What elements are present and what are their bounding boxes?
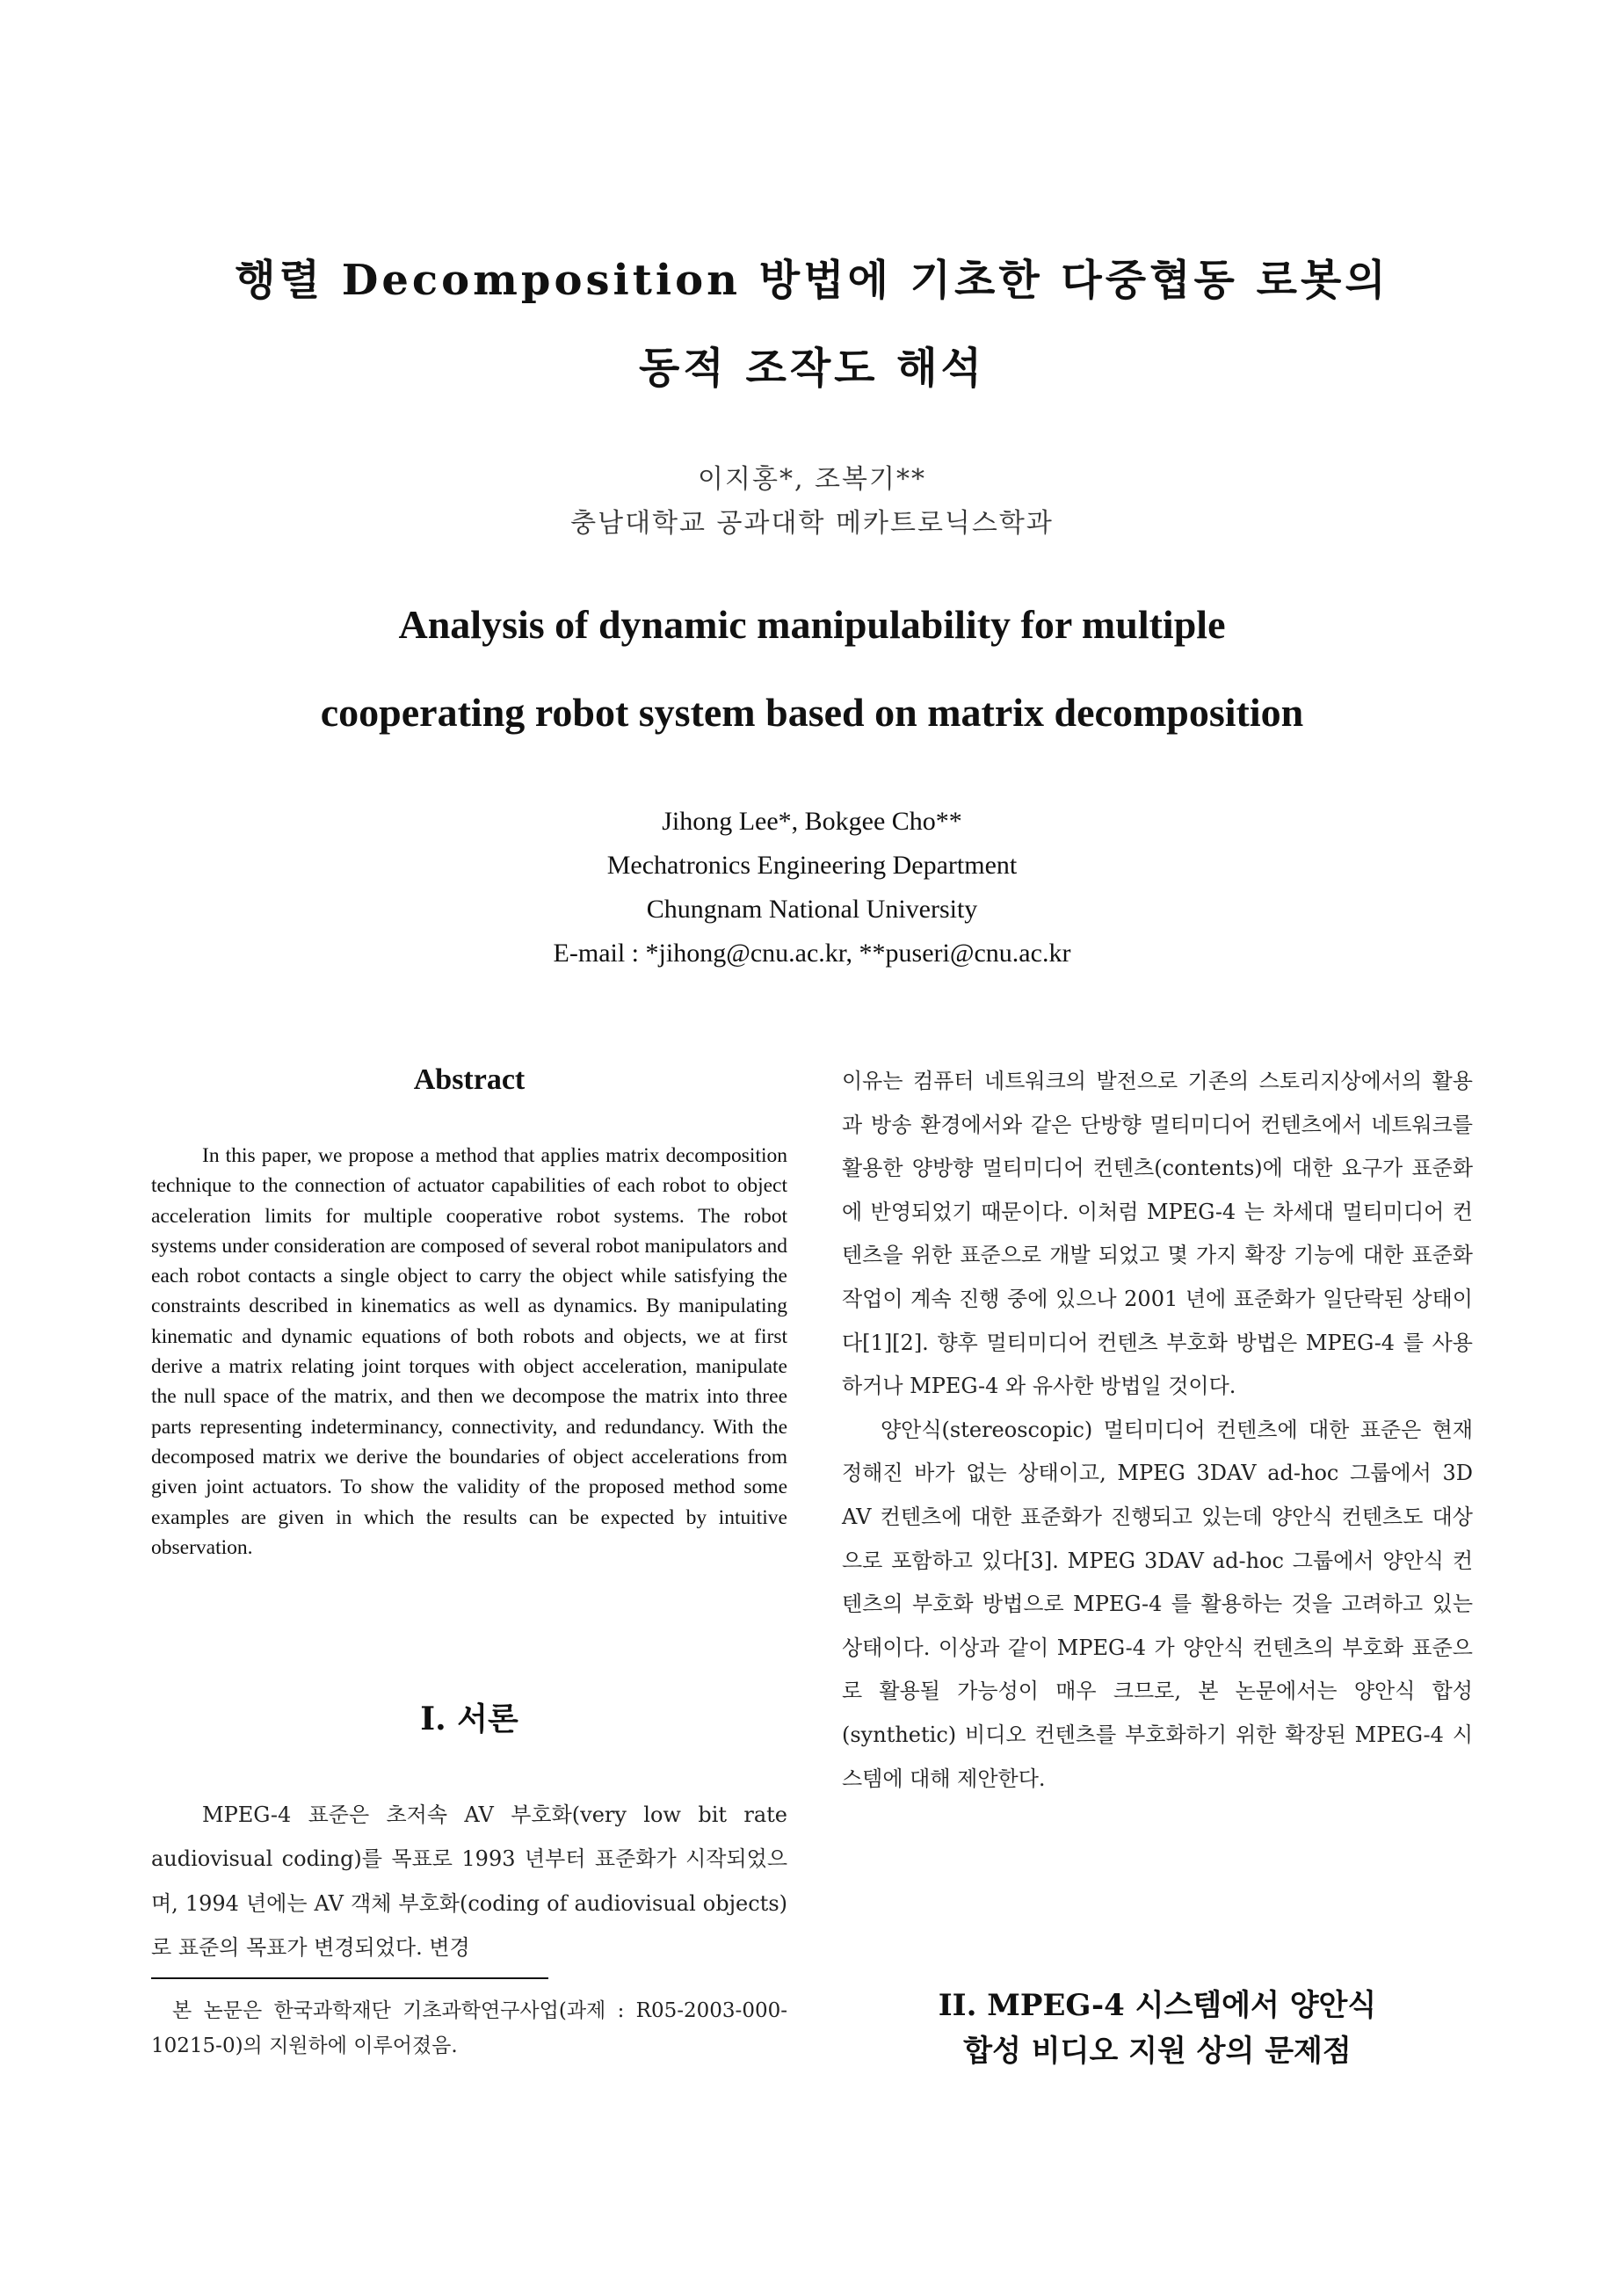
footnote-rule bbox=[151, 1977, 548, 1979]
abstract-heading: Abstract bbox=[413, 1063, 526, 1096]
department: Mechatronics Engineering Department bbox=[606, 851, 1018, 880]
right-paragraph-1: 이유는 컴퓨터 네트워크의 발전으로 기존의 스토리지상에서의 활용과 방송 환경에서와 같은 단방향 멀티미디어 컨텐츠에서 네트워크를 활용한 양방향 멀티미디어 컨텐츠(contents)에 대한 요구가 표준화에 반영되었기 때문이다. 이처럼 MPEG-4 는 차세대 멀티미디어 컨텐츠을 위한 표준으로 개발 되었고 몇 가지 확장 기능에 대한 표준화 작업이 계속 진행 중에 있으나 2001 년에 표준화가 일단락된 상태이다[1][2]. 향후 멀티미디어 컨텐츠 부호화 방법은 MPEG-4 를 사용하거나 MPEG-4 와 유사한 방법일 것이다. bbox=[842, 1069, 1473, 1399]
english-title-line-2: cooperating robot system based on matrix decomposition bbox=[320, 690, 1304, 735]
korean-title-line-1: 행렬 Decomposition 방법에 기초한 다중협동 로봇의 bbox=[235, 256, 1389, 305]
section-1-heading: I. 서론 bbox=[420, 1701, 518, 1737]
english-authors: Jihong Lee*, Bokgee Cho** bbox=[662, 807, 962, 836]
university: Chungnam National University bbox=[646, 895, 978, 924]
section-2-heading-line-1: II. MPEG-4 시스템에서 양안식 bbox=[938, 1988, 1377, 2023]
email: E-mail : *jihong@cnu.ac.kr, **puseri@cnu.ac.kr bbox=[553, 939, 1071, 968]
section-2-heading bbox=[842, 1983, 1473, 2074]
footnote: 본 논문은 한국과학재단 기초과학연구사업(과제 : R05-2003-000-10215-0)의 지원하에 이루어졌음. bbox=[151, 1999, 787, 2057]
korean-affiliation: 충남대학교 공과대학 메카트로닉스학과 bbox=[570, 508, 1054, 539]
right-paragraph-2: 양안식(stereoscopic) 멀티미디어 컨텐츠에 대한 표준은 현재 정해진 바가 없는 상태이고, MPEG 3DAV ad-hoc 그룹에서 3D AV 컨텐츠에 대한 표준화가 진행되고 있는데 양안식 컨텐츠도 대상으로 포함하고 있다[3]. MPEG 3DAV ad-hoc 그룹에서 양안식 컨텐츠의 부호화 방법으로 MPEG-4 를 활용하는 것을 고려하고 있는 상태이다. 이상과 같이 MPEG-4 가 양안식 컨텐츠의 부호화 표준으로 활용될 가능성이 매우 크므로, 본 논문에서는 양안식 합성(synthetic) 비디오 컨텐츠를 부호화하기 위한 확장된 MPEG-4 시스템에 대해 제안한다. bbox=[842, 1417, 1473, 1791]
abstract-body: In this paper, we propose a method that applies matrix decomposition technique to the connection of actuator capabilities of each robot to object acceleration limits for multiple cooperative robot systems. The robot systems under consideration are composed of several robot manipulators and each robot contacts a single object to carry the object while satisfying the constraints described in kinematics as well as dynamics. By manipulating kinematic and dynamic equations of both robots and objects, we at first derive a matrix relating joint torques with object acceleration, manipulate the null space of the matrix, and then we decompose the matrix into three parts representing indeterminancy, connectivity, and redundancy. With the decomposed matrix we derive the boundaries of object accelerations from given joint actuators. To show the validity of the proposed method some examples are given in which the results can be expected by intuitive observation. bbox=[151, 1144, 787, 1559]
english-title-line-1: Analysis of dynamic manipulability for multiple bbox=[398, 602, 1226, 647]
right-column-body bbox=[842, 1060, 1473, 1801]
korean-authors: 이지홍*, 조복기** bbox=[698, 464, 926, 495]
section-2-heading-line-2: 합성 비디오 지원 상의 문제점 bbox=[963, 2034, 1352, 2069]
section-1-body: MPEG-4 표준은 초저속 AV 부호화(very low bit rate audiovisual coding)를 목표로 1993 년부터 표준화가 시작되었으며, 1994 년에는 AV 객체 부호화(coding of audiovisual objects)로 표준의 목표가 변경되었다. 변경 bbox=[151, 1802, 787, 1960]
korean-title-line-2: 동적 조작도 해석 bbox=[639, 344, 985, 393]
